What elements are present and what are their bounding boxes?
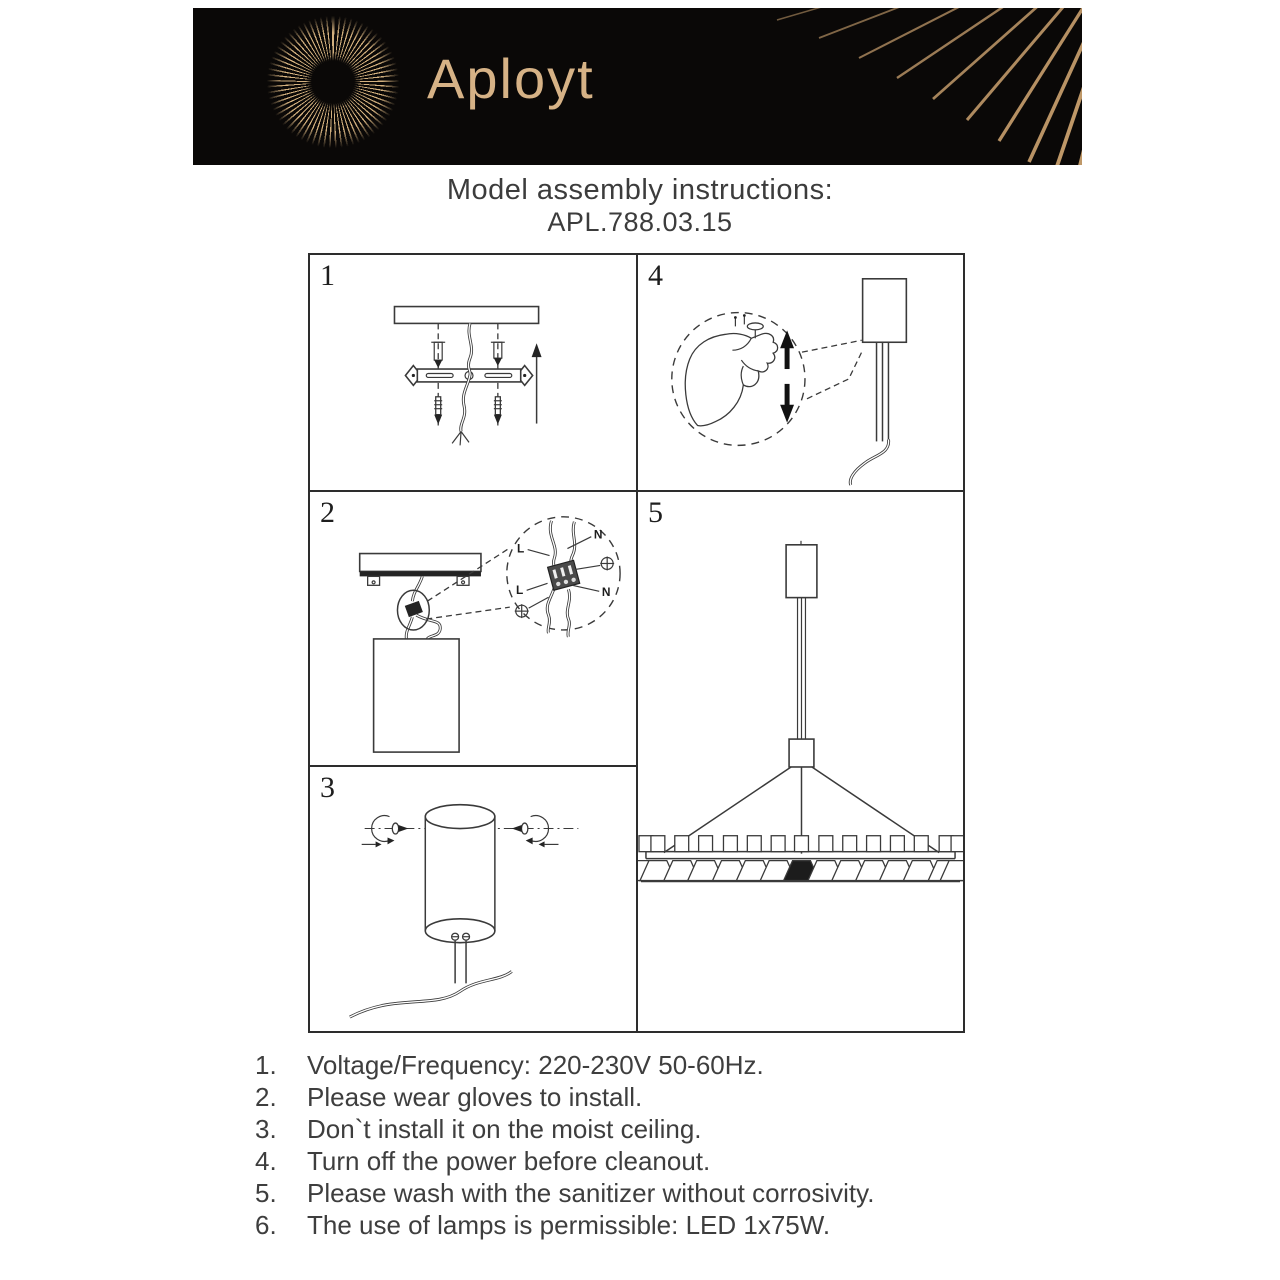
step-number-5: 5 (648, 496, 663, 529)
list-item: 1. Voltage/Frequency: 220-230V 50-60Hz. (255, 1050, 764, 1080)
brand-wordmark: Aployt (427, 47, 595, 110)
model-number: APL.788.03.15 (547, 207, 733, 237)
safety-instructions-list (255, 1049, 874, 1241)
canopy-screw-diagram-icon (310, 767, 636, 1031)
wiring-connection-diagram-icon (310, 492, 636, 765)
step-number-2: 2 (320, 496, 335, 529)
list-item: 5. Please wash with the sanitizer without corrosivity. (255, 1178, 875, 1208)
step-panel-2 (308, 490, 638, 767)
step-number-4: 4 (648, 259, 663, 292)
step-panel-5 (636, 490, 965, 1033)
step-panel-1 (308, 253, 638, 492)
step-panel-3 (308, 765, 638, 1033)
sunburst-logo-icon (248, 8, 418, 165)
list-item: 3. Don`t install it on the moist ceiling. (255, 1114, 702, 1144)
step-number-1: 1 (320, 259, 335, 292)
list-item: 2. Please wear gloves to install. (255, 1082, 643, 1112)
label-neutral-bottom: N (601, 585, 611, 600)
list-item: 6. The use of lamps is permissible: LED 1x75W. (255, 1210, 831, 1240)
title-line-1: Model assembly instructions: (446, 174, 834, 206)
document-title (0, 174, 1280, 238)
list-item: 4. Turn off the power before cleanout. (255, 1146, 711, 1176)
label-line-bottom: L (516, 583, 524, 598)
ceiling-bracket-diagram-icon (310, 255, 636, 490)
step-panel-4 (636, 253, 965, 492)
brand-banner (193, 8, 1082, 165)
assembled-chandelier-diagram-icon (638, 492, 963, 1031)
decorative-rays-icon (562, 8, 1082, 165)
label-line-top: L (517, 541, 525, 556)
label-neutral-top: N (593, 527, 603, 542)
assembly-steps-grid (308, 253, 965, 1033)
step-number-3: 3 (320, 771, 335, 804)
cable-adjustment-diagram-icon (638, 255, 963, 490)
